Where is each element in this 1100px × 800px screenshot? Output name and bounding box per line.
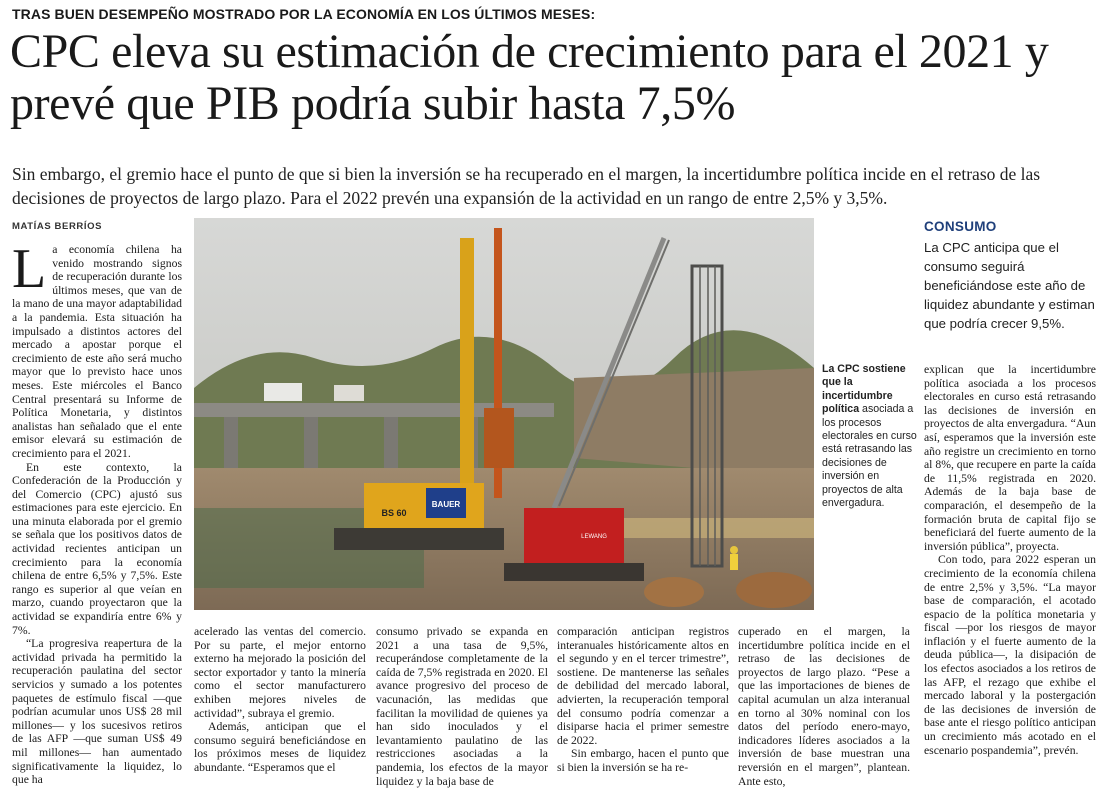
article-column-3	[376, 625, 548, 795]
paragraph: acelerado las ventas del comercio. Por su parte, el mejor entorno externo ha mejorado la posición del sector exportador y tanto la minería como el sector manufacturero exhiben mejores niveles de actividad”, subraya el gremio.	[194, 625, 366, 720]
byline: MATÍAS BERRÍOS	[12, 221, 103, 232]
worker	[730, 546, 738, 554]
paragraph: Sin embargo, hacen el punto que si bien la inversión se ha re-	[557, 747, 729, 774]
paragraph: Además, anticipan que el consumo seguirá beneficiándose en los próximos meses de liquidez abundante. “Esperamos que el	[194, 720, 366, 774]
pipe	[644, 577, 704, 607]
sidebar-text: La CPC anticipa que el consumo seguirá beneficiándose este año de liquidez abundante y estiman que podría crecer 9,5%.	[924, 240, 1095, 331]
article-column-4	[557, 625, 729, 795]
pipe	[736, 572, 812, 608]
caption-text: asociada a los procesos electorales en curso está retrasando las decisiones de inversión en proyectos de alta envergadura.	[822, 403, 917, 510]
rig-brand: BAUER	[431, 500, 461, 509]
headline: CPC eleva su estimación de crecimiento para el 2021 y prevé que PIB podría subir hasta 7,5%	[10, 25, 1049, 130]
article-column-1	[12, 243, 182, 795]
paragraph: explican que la incertidumbre política asociada a los procesos electorales en curso está retrasando las decisiones de inversión en proyectos de alta envergadura. “Aun así, esperamos que la inversión este año registre un crecimiento en torno al 8%, que recupere en parte la caída de 11,5% registrada en 2020. Además de la baja base de comparación, el desempeño de la formación bruta de capital fijo se beneficiará del fuerte aumento de la inversión pública”, proyecta.	[924, 363, 1096, 553]
rig-label: BS 60	[381, 508, 407, 518]
article-column-5	[738, 625, 910, 795]
paragraph: cuperado en el margen, la incertidumbre política incide en el retraso de las decisiones de proyectos de largo plazo. “Pese a que las importaciones de bienes de capital acumulan un alza interanual en torno al 30% nominal con los datos del período enero-mayo, indicadores líderes asociados a la inversión de base muestran una reversión en el margen”, plantean. Ante esto,	[738, 625, 910, 788]
worker-vest	[730, 554, 738, 570]
paragraph: comparación anticipan registros interanuales históricamente altos en el segundo y en el tercer trimestre”, sostiene. De mantenerse las señales de debilidad del mercado laboral, advierten, la recuperación temporal del consumo podría comenzar a disiparse hacia el primer semestre de 2022.	[557, 625, 729, 747]
sidebar-title: CONSUMO	[924, 219, 997, 234]
truck	[264, 383, 302, 401]
truck	[334, 385, 364, 401]
article-column-6	[924, 363, 1096, 795]
paragraph: “La progresiva reapertura de la actividad privada ha permitido la recuperación paulatina del sector servicios y sumado a los potentes paquetes de estímulo fiscal —que podrían acumular unos US$ 28 mil millones— y los sucesivos retiros de las AFP —que suman US$ 49 mil millones— han aumentado significativamente la liquidez, lo que ha	[12, 637, 182, 787]
rig-tracks	[334, 528, 504, 550]
paragraph-text: a economía chilena ha venido mostrando signos de recuperación durante los últimos meses, que van de la mano de una mayor adaptabilidad a la pandemia. Esta situación ha impulsado a distintos actores del mercado a apostar porque el crecimiento de este año será mucho mayor que lo previsto hace unos meses. Este miércoles el Banco Central presentará su Informe de Política Monetaria, y distintos analistas han señalado que el ente emisor elevará su estimación de crecimiento para el 2021.	[12, 243, 182, 460]
kicker: TRAS BUEN DESEMPEÑO MOSTRADO POR LA ECONOMÍA EN LOS ÚLTIMOS MESES:	[12, 6, 596, 22]
crane-tracks	[504, 563, 644, 581]
lede: Sin embargo, el gremio hace el punto de que si bien la inversión se ha recuperado en el margen, la incertidumbre política incide en el retraso de las decisiones de proyectos de largo plazo. Para el 2022 prevén una expansión de la actividad en un rango de entre 2,5% y 3,5%.	[12, 164, 1041, 208]
photo-caption	[822, 363, 920, 510]
paragraph: En este contexto, la Confederación de la Producción y del Comercio (CPC) ajustó sus estimaciones para este ejercicio. En una minuta elaborada por el gremio se señala que los positivos datos de actividad recientes anticipan un crecimiento para la economía chilena de entre 6,5% y 7,5%. Este rango es superior al que veían en marzo, cuando proyectaron que la actividad se expandiría entre 6% y 7%.	[12, 460, 182, 637]
paragraph: Con todo, para 2022 esperan un crecimiento de la economía chilena de entre 2,5% y 3,5%. “La mayor base de comparación, el acotado espacio de la política monetaria y fiscal —por los riesgos de mayor inflación y el fuerte aumento de la deuda pública—, la disipación de los efectos asociados a los retiros de las AFP, el rezago que exhibe el mercado laboral y la postergación de las decisiones de inversión de base ante el riesgo político anticipan un crecimiento más acotado en el escenario pospandemia”, prevén.	[924, 553, 1096, 757]
paragraph: consumo privado se expanda en 2021 a una tasa de 9,5%, recuperándose completamente de la caída de 7,5% registrada en 2020. El avance progresivo del proceso de vacunación, las medidas que facilitan la movilidad de quienes ya han sido inoculados y el levantamiento paulatino de las restricciones asociadas a la pandemia, los efectos de la mayor liquidez y la baja base de	[376, 625, 548, 788]
construction-photo	[194, 218, 814, 610]
crane-body	[524, 508, 624, 568]
crane-label: LEWANG	[581, 534, 607, 540]
article-column-2	[194, 625, 366, 795]
drill-bucket	[484, 408, 514, 468]
paragraph	[12, 243, 182, 461]
dropcap: L	[12, 243, 47, 300]
caption-strong: La CPC sostiene que la incertidumbre política	[822, 363, 906, 416]
